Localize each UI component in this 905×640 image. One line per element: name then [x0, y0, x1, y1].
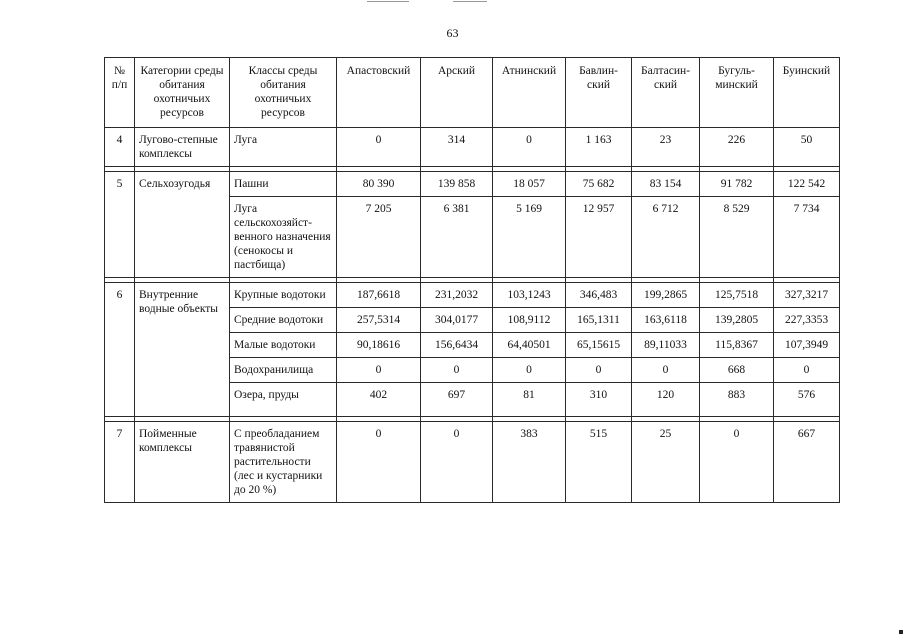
value-cell: 139 858: [421, 172, 493, 197]
table-row: [105, 128, 840, 167]
value-cell: 310: [566, 383, 632, 417]
value-cell: 89,11033: [632, 333, 700, 358]
value-cell: 80 390: [337, 172, 421, 197]
header-cell: Категории среды обитания охотничьих ресурсов: [135, 58, 230, 128]
value-cell: 304,0177: [421, 308, 493, 333]
value-cell: 115,8367: [700, 333, 774, 358]
page-number: 63: [446, 26, 459, 40]
value-cell: 156,6434: [421, 333, 493, 358]
class-cell: Малые водотоки: [230, 333, 337, 358]
row-number: 4: [105, 128, 135, 167]
value-cell: 0: [700, 422, 774, 503]
value-cell: 346,483: [566, 283, 632, 308]
value-cell: 83 154: [632, 172, 700, 197]
table-row: [105, 283, 840, 308]
value-cell: 18 057: [493, 172, 566, 197]
header-cell: Атнинский: [493, 58, 566, 128]
value-cell: 7 205: [337, 197, 421, 278]
hunting-resources-table: [104, 57, 840, 503]
class-cell: Пашни: [230, 172, 337, 197]
class-cell: Водохранилища: [230, 358, 337, 383]
value-cell: 165,1311: [566, 308, 632, 333]
value-cell: 231,2032: [421, 283, 493, 308]
value-cell: 64,40501: [493, 333, 566, 358]
value-cell: 50: [774, 128, 840, 167]
value-cell: 8 529: [700, 197, 774, 278]
value-cell: 0: [421, 422, 493, 503]
value-cell: 667: [774, 422, 840, 503]
header-cell: № п/п: [105, 58, 135, 128]
table-row: [105, 172, 840, 197]
scan-marks: [367, 0, 487, 4]
value-cell: 0: [774, 358, 840, 383]
value-cell: 0: [632, 358, 700, 383]
value-cell: 697: [421, 383, 493, 417]
value-cell: 187,6618: [337, 283, 421, 308]
header-cell: Бавлин-ский: [566, 58, 632, 128]
value-cell: 25: [632, 422, 700, 503]
row-number: 7: [105, 422, 135, 503]
scan-mark: [367, 1, 409, 2]
scan-artifact-dot: [899, 630, 903, 634]
value-cell: 6 381: [421, 197, 493, 278]
class-cell: Озера, пруды: [230, 383, 337, 417]
value-cell: 81: [493, 383, 566, 417]
value-cell: 12 957: [566, 197, 632, 278]
value-cell: 0: [566, 358, 632, 383]
class-cell: С преобладанием травянистой растительности (лес и кустарники до 20 %): [230, 422, 337, 503]
value-cell: 0: [421, 358, 493, 383]
value-cell: 226: [700, 128, 774, 167]
class-cell: Средние водотоки: [230, 308, 337, 333]
category-cell: Сельхозугодья: [135, 172, 230, 278]
value-cell: 65,15615: [566, 333, 632, 358]
value-cell: 576: [774, 383, 840, 417]
value-cell: 23: [632, 128, 700, 167]
value-cell: 0: [493, 358, 566, 383]
header-cell: Балтасин-ский: [632, 58, 700, 128]
category-cell: Пойменные комплексы: [135, 422, 230, 503]
value-cell: 402: [337, 383, 421, 417]
value-cell: 0: [493, 128, 566, 167]
value-cell: 0: [337, 358, 421, 383]
value-cell: 139,2805: [700, 308, 774, 333]
value-cell: 90,18616: [337, 333, 421, 358]
value-cell: 0: [337, 422, 421, 503]
value-cell: 199,2865: [632, 283, 700, 308]
header-cell: Классы среды обитания охотничьих ресурсов: [230, 58, 337, 128]
value-cell: 103,1243: [493, 283, 566, 308]
class-cell: Крупные водотоки: [230, 283, 337, 308]
class-cell: Луга сельскохозяйст-венного назначения (сенокосы и пастбища): [230, 197, 337, 278]
value-cell: 0: [337, 128, 421, 167]
value-cell: 668: [700, 358, 774, 383]
class-cell: Луга: [230, 128, 337, 167]
value-cell: 125,7518: [700, 283, 774, 308]
value-cell: 1 163: [566, 128, 632, 167]
value-cell: 108,9112: [493, 308, 566, 333]
value-cell: 883: [700, 383, 774, 417]
value-cell: 107,3949: [774, 333, 840, 358]
value-cell: 122 542: [774, 172, 840, 197]
row-number: 5: [105, 172, 135, 278]
value-cell: 314: [421, 128, 493, 167]
category-cell: Лугово-степные комплексы: [135, 128, 230, 167]
table-row: [105, 422, 840, 503]
value-cell: 163,6118: [632, 308, 700, 333]
header-cell: Апастовский: [337, 58, 421, 128]
value-cell: 257,5314: [337, 308, 421, 333]
value-cell: 91 782: [700, 172, 774, 197]
header-row: [105, 58, 840, 128]
header-cell: Бугуль-минский: [700, 58, 774, 128]
header-cell: Буинский: [774, 58, 840, 128]
value-cell: 6 712: [632, 197, 700, 278]
value-cell: 5 169: [493, 197, 566, 278]
value-cell: 227,3353: [774, 308, 840, 333]
value-cell: 120: [632, 383, 700, 417]
value-cell: 327,3217: [774, 283, 840, 308]
value-cell: 383: [493, 422, 566, 503]
value-cell: 7 734: [774, 197, 840, 278]
scan-mark: [453, 1, 487, 2]
value-cell: 75 682: [566, 172, 632, 197]
row-number: 6: [105, 283, 135, 417]
category-cell: Внутренние водные объекты: [135, 283, 230, 417]
value-cell: 515: [566, 422, 632, 503]
header-cell: Арский: [421, 58, 493, 128]
